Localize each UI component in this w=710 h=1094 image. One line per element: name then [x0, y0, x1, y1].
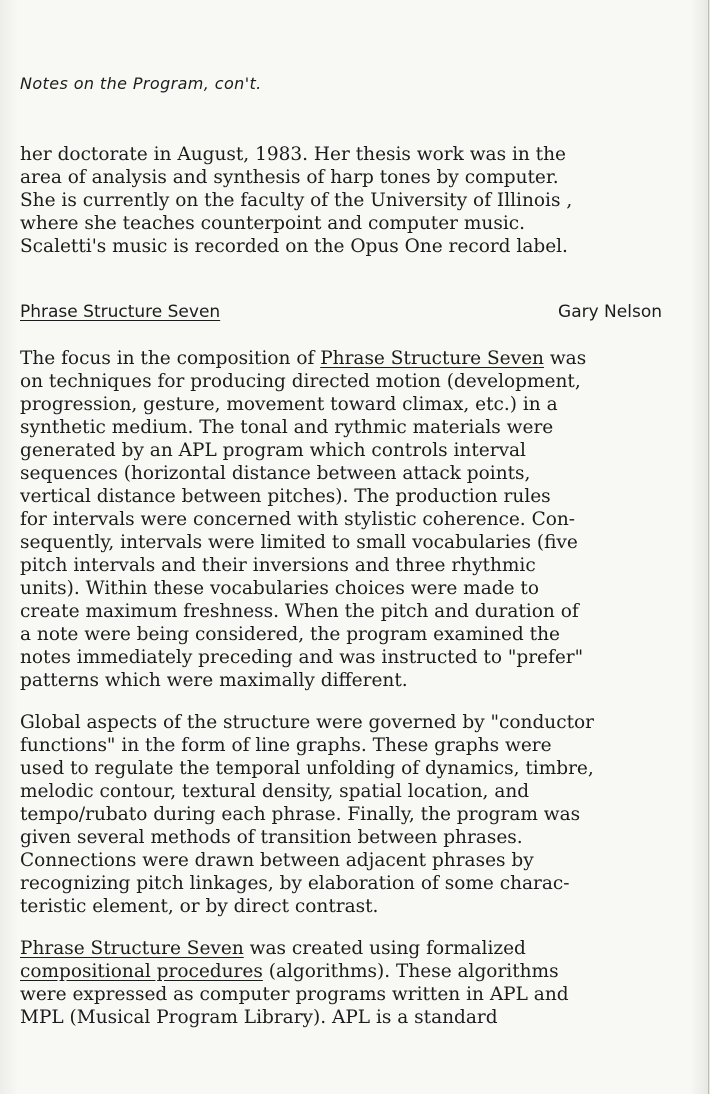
paragraph-4-line: MPL (Musical Program Library). APL is a standard	[20, 1007, 498, 1028]
paragraph-4-line	[20, 960, 559, 983]
paragraph-2-line: a note were being considered, the program examined the	[20, 624, 560, 645]
paragraph-2-line: create maximum freshness. When the pitch and duration of	[20, 601, 579, 622]
paragraph-2-line: on techniques for producing directed motion (development,	[20, 371, 581, 392]
compositional-procedures-reference: compositional procedures	[20, 961, 263, 982]
paragraph-3-line: tempo/rubato during each phrase. Finally, the program was	[20, 804, 581, 825]
paragraph-4-line	[20, 937, 526, 960]
paragraph-2-prefix: The focus in the composition of	[20, 348, 321, 369]
work-title-reference: Phrase Structure Seven	[320, 348, 544, 369]
work-title-reference: Phrase Structure Seven	[20, 938, 244, 959]
paragraph-2-line: for intervals were concerned with stylistic coherence. Con-	[20, 509, 576, 530]
page-edge-divider	[708, 0, 709, 1094]
paragraph-2-line: pitch intervals and their inversions and three rhythmic	[20, 555, 536, 576]
running-head: Notes on the Program, con't.	[20, 74, 262, 93]
paragraph-2-line: patterns which were maximally different.	[20, 670, 408, 691]
paragraph-2-suffix: was	[543, 348, 587, 369]
paragraph-2-line: progression, gesture, movement toward climax, etc.) in a	[20, 394, 558, 415]
section-title: Phrase Structure Seven	[20, 302, 221, 322]
paragraph-3-line: Global aspects of the structure were governed by "conductor	[20, 712, 594, 733]
paragraph-3-line: given several methods of transition between phrases.	[20, 827, 523, 848]
paragraph-3-line: Connections were drawn between adjacent phrases by	[20, 850, 534, 871]
paragraph-2-line	[20, 347, 586, 370]
paragraph-3-line: functions" in the form of line graphs. These graphs were	[20, 735, 552, 756]
paragraph-2-line: sequently, intervals were limited to small vocabularies (five	[20, 532, 578, 553]
section-author: Gary Nelson	[558, 302, 662, 322]
paragraph-2-line: generated by an APL program which controls interval	[20, 440, 526, 461]
paragraph-4-suffix: was created using formalized	[243, 938, 526, 959]
paragraph-1-line: She is currently on the faculty of the University of Illinois ,	[20, 190, 573, 211]
paragraph-4-line: were expressed as computer programs written in APL and	[20, 984, 569, 1005]
paragraph-3-line: used to regulate the temporal unfolding of dynamics, timbre,	[20, 758, 594, 779]
paragraph-1-line: Scaletti's music is recorded on the Opus One record label.	[20, 236, 568, 257]
section-heading	[20, 302, 662, 328]
paragraph-3-line: melodic contour, textural density, spatial location, and	[20, 781, 530, 802]
paragraph-1-line: where she teaches counterpoint and computer music.	[20, 213, 525, 234]
paragraph-2-line: notes immediately preceding and was instructed to "prefer"	[20, 647, 584, 668]
paragraph-1-line: her doctorate in August, 1983. Her thesis work was in the	[20, 144, 566, 165]
paragraph-1-line: area of analysis and synthesis of harp tones by computer.	[20, 167, 559, 188]
paragraph-2-line: vertical distance between pitches). The production rules	[20, 486, 551, 507]
paragraph-4-suffix: (algorithms). These algorithms	[262, 961, 559, 982]
paragraph-2-line: sequences (horizontal distance between attack points,	[20, 463, 531, 484]
paragraph-3-line: teristic element, or by direct contrast.	[20, 896, 379, 917]
paragraph-3-line: recognizing pitch linkages, by elaboration of some charac-	[20, 873, 570, 894]
paragraph-2-line: units). Within these vocabularies choices were made to	[20, 578, 539, 599]
paragraph-2-line: synthetic medium. The tonal and rythmic materials were	[20, 417, 554, 438]
